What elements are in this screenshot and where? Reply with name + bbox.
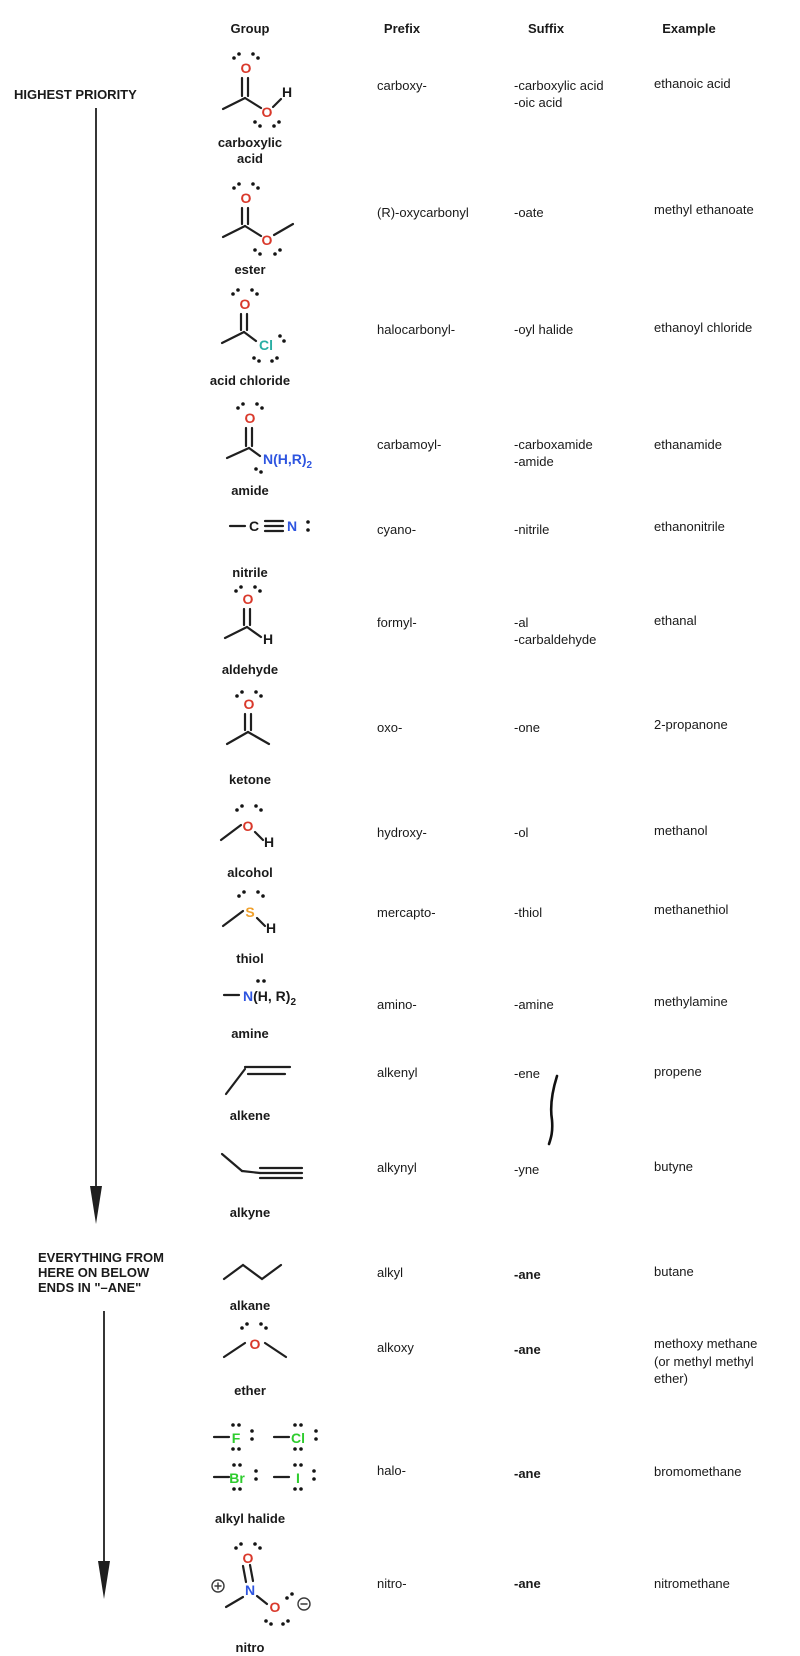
group-label: ketone	[229, 772, 271, 787]
group-label: amine	[231, 1026, 269, 1041]
atom-oxygen: O	[242, 591, 254, 607]
example-cell: methanol	[654, 823, 708, 838]
group-label: carboxylic	[217, 135, 283, 150]
structure-carboxylic-acid	[196, 46, 316, 128]
atom-fluorine: F	[231, 1430, 241, 1446]
group-label: alkyne	[229, 1205, 271, 1220]
example-cell: methylamine	[654, 994, 728, 1009]
example-cell: (or methyl methyl	[654, 1354, 754, 1369]
minus-charge-icon	[298, 1598, 310, 1610]
example-cell: butane	[654, 1264, 694, 1279]
structure-thiol	[206, 888, 306, 936]
suffix-cell: -amine	[514, 997, 554, 1012]
prefix-cell: amino-	[377, 997, 417, 1012]
structure-amine	[222, 975, 342, 1007]
group-label: ester	[234, 262, 266, 277]
example-cell: ether)	[654, 1371, 688, 1386]
atom-carbon: C	[249, 518, 260, 534]
group-label: ether	[234, 1383, 266, 1398]
atom-oxygen: O	[261, 104, 273, 120]
example-cell: propene	[654, 1064, 702, 1079]
group-label: amide	[231, 483, 269, 498]
prefix-cell: halo-	[377, 1463, 406, 1478]
example-cell: bromomethane	[654, 1464, 742, 1479]
group-label: alcohol	[227, 865, 273, 880]
atom-nitrogen: N	[287, 518, 298, 534]
suffix-cell: -carboxamide	[514, 437, 593, 452]
atom-hydrogen: H	[262, 631, 274, 647]
example-cell: ethanamide	[654, 437, 722, 452]
ane-note-line: ENDS IN "–ANE"	[38, 1280, 142, 1295]
suffix-cell: -carboxylic acid	[514, 78, 604, 93]
column-header-group: Group	[230, 21, 270, 36]
example-cell: ethanoic acid	[654, 76, 731, 91]
plus-charge-icon	[212, 1580, 224, 1592]
column-header-prefix: Prefix	[383, 21, 421, 36]
prefix-cell: oxo-	[377, 720, 403, 735]
prefix-cell: nitro-	[377, 1576, 407, 1591]
group-label: alkyl halide	[214, 1511, 286, 1526]
handwritten-mark	[546, 1074, 564, 1148]
example-cell: methanethiol	[654, 902, 729, 917]
group-label: thiol	[236, 951, 264, 966]
group-label: nitrile	[232, 565, 268, 580]
suffix-cell: -ol	[514, 825, 529, 840]
suffix-cell: -ene	[514, 1066, 541, 1081]
prefix-cell: mercapto-	[377, 905, 436, 920]
group-label: nitro	[235, 1640, 265, 1655]
example-cell: nitromethane	[654, 1576, 730, 1591]
prefix-cell: cyano-	[377, 522, 417, 537]
suffix-cell: -carbaldehyde	[514, 632, 597, 647]
suffix-cell: -ane	[514, 1267, 541, 1282]
atom-bromine: Br	[229, 1470, 245, 1486]
suffix-cell: -ane	[514, 1576, 541, 1591]
group-label: alkene	[229, 1108, 271, 1123]
atom-oxygen: O	[244, 410, 256, 426]
suffix-cell: -oyl halide	[514, 322, 574, 337]
structure-alkene	[216, 1056, 306, 1098]
structure-amide	[196, 400, 326, 472]
prefix-cell: alkenyl	[377, 1065, 418, 1080]
structure-alcohol	[206, 802, 306, 850]
group-label: alkane	[229, 1298, 271, 1313]
structure-acid-chloride	[196, 288, 316, 364]
suffix-cell: -ane	[514, 1342, 541, 1357]
atom-oxygen: O	[239, 296, 251, 312]
prefix-cell: alkoxy	[377, 1340, 414, 1355]
prefix-cell: hydroxy-	[377, 825, 427, 840]
column-header-suffix: Suffix	[527, 21, 565, 36]
ane-note-line: HERE ON BELOW	[38, 1265, 150, 1280]
example-cell: ethanonitrile	[654, 519, 725, 534]
example-cell: methyl ethanoate	[654, 202, 754, 217]
atom-chlorine: Cl	[259, 337, 273, 353]
structure-alkane	[216, 1258, 306, 1286]
prefix-cell: halocarbonyl-	[377, 322, 456, 337]
prefix-cell: alkyl	[377, 1265, 404, 1280]
suffix-cell: -amide	[514, 454, 554, 469]
atom-hydrogen: H	[263, 834, 275, 850]
group-label: acid chloride	[209, 373, 291, 388]
suffix-cell: -ane	[514, 1466, 541, 1481]
highest-priority-label: HIGHEST PRIORITY	[14, 87, 137, 102]
priority-arrow-down-icon	[88, 106, 104, 1226]
atom-chlorine: Cl	[291, 1430, 305, 1446]
structure-alkyne	[214, 1148, 314, 1188]
example-cell: ethanoyl chloride	[654, 320, 753, 335]
atom-oxygen: O	[243, 696, 255, 712]
prefix-cell: carbamoyl-	[377, 437, 442, 452]
structure-ketone	[204, 690, 314, 750]
atom-amide-nitrogen: $N(H,R)_2$	[263, 451, 313, 471]
atom-hydrogen: H	[265, 920, 277, 936]
prefix-cell: carboxy-	[377, 78, 427, 93]
example-cell: methoxy methane	[654, 1336, 758, 1351]
atom-iodine: I	[296, 1470, 300, 1486]
prefix-cell: (R)-oxycarbonyl	[377, 205, 469, 220]
atom-oxygen: O	[242, 818, 254, 834]
prefix-cell: formyl-	[377, 615, 417, 630]
atom-nitrogen: N	[244, 1582, 256, 1598]
example-cell: butyne	[654, 1159, 694, 1174]
structure-alkyl-halide	[212, 1415, 347, 1495]
prefix-cell: alkynyl	[377, 1160, 417, 1175]
priority-arrow-down-icon	[96, 1311, 112, 1603]
atom-oxygen: O	[269, 1599, 281, 1615]
suffix-cell: -thiol	[514, 905, 543, 920]
atom-oxygen: O	[240, 60, 252, 76]
atom-hydrogen: H	[281, 84, 293, 100]
suffix-cell: -oic acid	[514, 95, 563, 110]
ane-note-line: EVERYTHING FROM	[38, 1250, 164, 1265]
structure-nitrile	[228, 512, 338, 540]
structure-ether	[210, 1320, 305, 1360]
atom-oxygen: O	[249, 1336, 261, 1352]
suffix-cell: -al	[514, 615, 529, 630]
example-cell: ethanal	[654, 613, 697, 628]
atom-amine-nitrogen: N(H, $R)_2$	[243, 988, 297, 1008]
group-label: aldehyde	[221, 662, 279, 677]
atom-sulfur: S	[245, 904, 255, 920]
example-cell: 2-propanone	[654, 717, 728, 732]
atom-oxygen: O	[261, 232, 273, 248]
suffix-cell: -nitrile	[514, 522, 550, 537]
atom-oxygen: O	[242, 1550, 254, 1566]
group-label: acid	[236, 151, 263, 166]
column-header-example: Example	[662, 21, 716, 36]
structure-aldehyde	[204, 585, 314, 647]
suffix-cell: -one	[514, 720, 541, 735]
structure-ester	[196, 180, 316, 252]
structure-nitro	[200, 1532, 335, 1627]
suffix-cell: -yne	[514, 1162, 540, 1177]
suffix-cell: -oate	[514, 205, 544, 220]
atom-oxygen: O	[240, 190, 252, 206]
ane-note	[38, 1250, 164, 1295]
